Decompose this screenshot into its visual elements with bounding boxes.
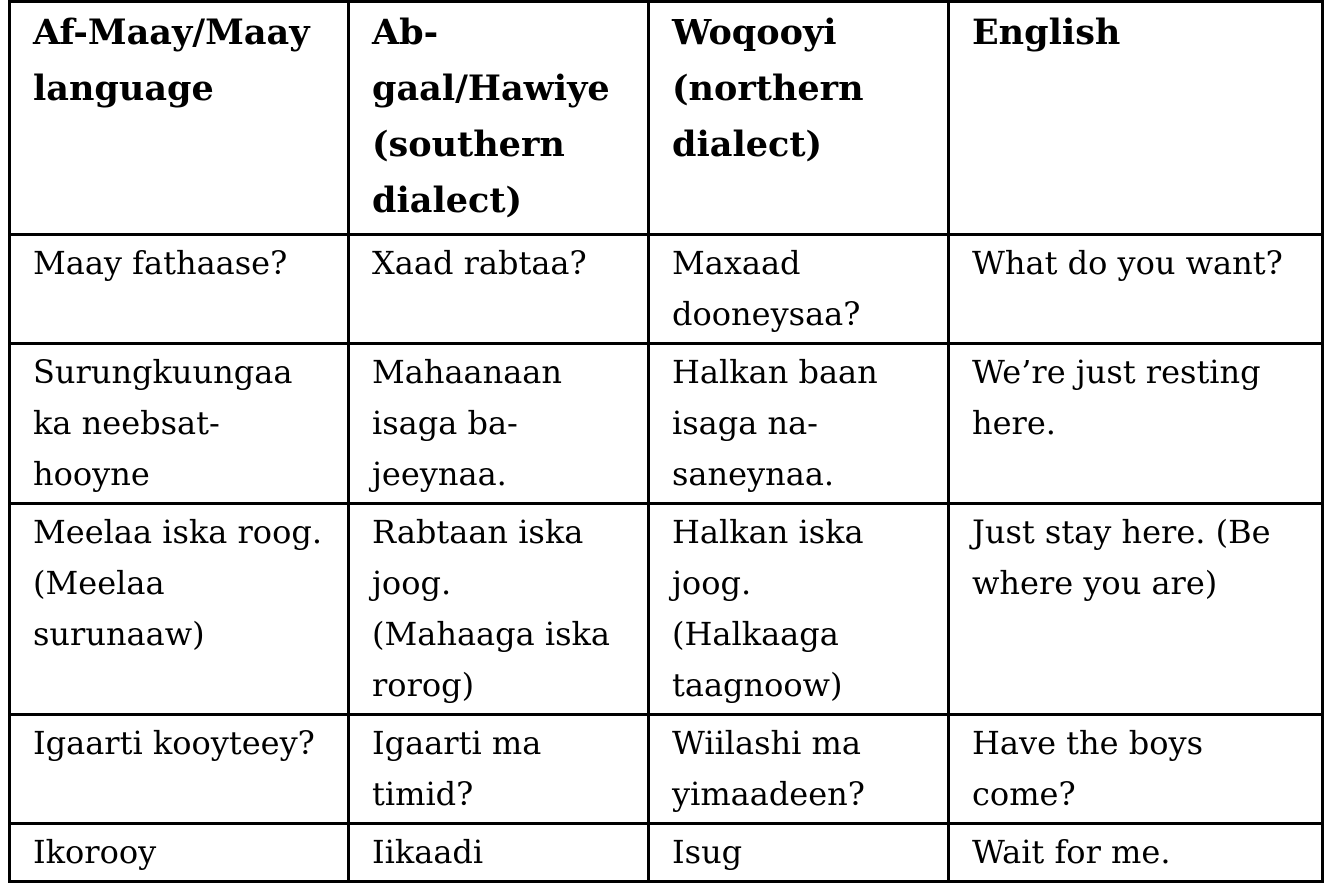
cell-english: Wait for me. [949,824,1323,882]
header-english: English [949,2,1323,235]
table-row [10,715,1323,824]
cell-af-maay: Surungkuungaa ka neebsat- hooyne [10,344,349,504]
cell-english: What do you want? [949,235,1323,344]
cell-english: Just stay here. (Be where you are) [949,504,1323,715]
cell-abgaal-hawiye: Igaarti ma timid? [349,715,649,824]
cell-abgaal-hawiye: Iikaadi [349,824,649,882]
cell-woqooyi: Halkan baan isaga na- saneynaa. [649,344,949,504]
table-row [10,344,1323,504]
cell-abgaal-hawiye: Rabtaan iska joog. (Mahaaga iska rorog) [349,504,649,715]
phrase-comparison-table [8,0,1324,883]
cell-english: Have the boys come? [949,715,1323,824]
cell-woqooyi: Isug [649,824,949,882]
cell-af-maay: Ikorooy [10,824,349,882]
header-af-maay: Af-Maay/Maay language [10,2,349,235]
table-row [10,504,1323,715]
header-abgaal-hawiye: Ab- gaal/Hawiye (southern dialect) [349,2,649,235]
table-header-row [10,2,1323,235]
cell-abgaal-hawiye: Xaad rabtaa? [349,235,649,344]
cell-abgaal-hawiye: Mahaanaan isaga ba- jeeynaa. [349,344,649,504]
cell-woqooyi: Wiilashi ma yimaadeen? [649,715,949,824]
cell-af-maay: Igaarti kooyteey? [10,715,349,824]
cell-woqooyi: Halkan iska joog. (Halkaaga taagnoow) [649,504,949,715]
cell-english: We’re just resting here. [949,344,1323,504]
cell-woqooyi: Maxaad dooneysaa? [649,235,949,344]
cell-af-maay: Meelaa iska roog. (Meelaa surunaaw) [10,504,349,715]
header-woqooyi: Woqooyi (northern dialect) [649,2,949,235]
table-row [10,235,1323,344]
table-row [10,824,1323,882]
cell-af-maay: Maay fathaase? [10,235,349,344]
